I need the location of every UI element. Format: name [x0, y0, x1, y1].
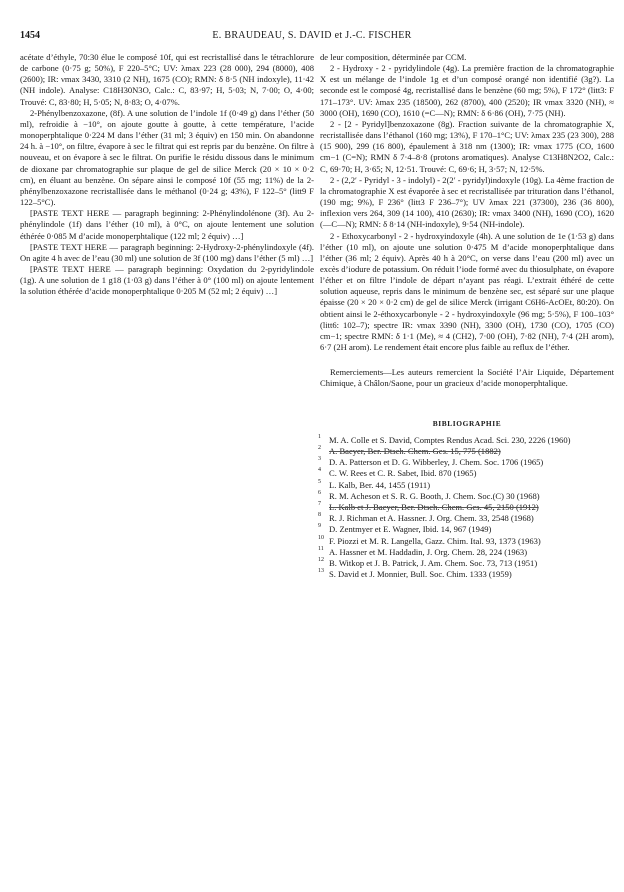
reference-item [320, 468, 614, 479]
reference-number: 4 [318, 467, 321, 474]
reference-text: L. Kalb, Ber. 44, 1455 (1911) [329, 479, 431, 490]
acknowledgement: Remerciements—Les auteurs remercient la Société l’Air Liquide, Département Chimique, à Châlon/Saone, pour un gracieux d’acide monoperphtalique. [320, 367, 614, 389]
reference-text: D. A. Patterson et D. G. Wibberley, J. Chem. Soc. 1706 (1965) [329, 457, 544, 468]
reference-number: 1 [318, 433, 321, 440]
reference-item [320, 446, 614, 457]
reference-text: B. Witkop et J. B. Patrick, J. Am. Chem. Soc. 73, 713 (1951) [329, 557, 538, 568]
bibliography-heading: BIBLIOGRAPHIE [432, 418, 502, 428]
reference-text: L. Kalb et J. Baeyer, Ber. Dtsch. Chem. Ges. 45, 2150 (1912) [329, 501, 539, 512]
reference-number: 10 [318, 534, 324, 541]
paragraph: 2-Phénylbenzoxazone, (8f). A une solution de l’indole 1f (0·49 g) dans l’éther (50 ml), refroidie à −10°, on ajoute goutte à goutte, à cette température, l’acide monoperphtalique 0·224 M dans l’éther (31 ml; 3 équiv) en 150 min. On abandonne 24 h. à −10°, on filtre, évapore à sec le filtrat qui est repris par du benzène. On filtre à nouveau, et on évapore à sec le filtrat. On purifie le résidu dissous dans le minimum de dioxane par chromatographie sur plaque de gel de silice Merck (20 × 10 × 0·2 cm), en éluant au benzène. On sépare ainsi le composé 10f (55 mg; 11%) de la 2-phénylbenzoxazone recristallisée dans le méthanol (0·24 g; 43%), F 122–5° (litt9 F 122–5°C). [20, 107, 314, 208]
paragraph: 2 - Ethoxycarbonyl - 2 - hydroxyindoxyle (4h). A une solution de 1e (1·53 g) dans l’éther (10 ml), on ajoute une solution 0·475 M d’acide monoperphtalique dans l’éther (36 ml; 2 équiv). Après 40 h à 20°C, on verse dans l’eau (200 ml) avec un excès d’iodure de potassium. On réduit l’iode formé avec du thiosulphate, on évapore l’éther et on filtre l’indole de départ n’ayant pas réagi. L’extrait éthéré de cette solution aqueuse, repris dans le minimum de benzène sec, est séparé sur une plaque épaisse (20 × 20 × 0·2 cm) de gel de silice Merck (irrigant C6H6-AcOEt, 80:20). On obtient ainsi le 2-éthoxycarbonyle - 2 - hydroxyindoxyle (96 mg; 5·5%), F 100–103° (litt6: 102–7); spectre IR: νmax 3390 (NH), 3300 (OH), 1730 (CO), 1705 (CO) cm−1; spectre RMN: δ 1·1 (Me), ≈ 4 (CH2), 7·00 (OH), 7·82 (NH), 7·4 (2H arom), 6·7 (2H arom). Le rendement était encore plus faible au reflux de l’éther. [320, 230, 614, 353]
reference-number: 7 [318, 500, 321, 507]
reference-text: F. Piozzi et M. R. Langella, Gazz. Chim. Ital. 93, 1373 (1963) [329, 535, 541, 546]
reference-text: R. J. Richman et A. Hassner. J. Org. Chem. 33, 2548 (1968) [329, 513, 534, 524]
reference-number: 8 [318, 512, 321, 519]
reference-number: 3 [318, 456, 321, 463]
reference-text: C. W. Rees et C. R. Sabet, Ibid. 870 (1965) [329, 468, 477, 479]
reference-text: S. David et J. Monnier, Bull. Soc. Chim. 1333 (1959) [329, 569, 512, 580]
paragraph: 2 - [2 - Pyridyl]benzoxazone (8g). Fraction suivante de la chromatographie X, recristallisée dans l’éthanol (160 mg; 13%), F 170–1°C; UV: λmax 235 (23 300), 288 (15 900), 299 (16 800), épaulement à 318 nm (1300); IR: νmax 1775 (CO, 1600 cm−1 (C=N); RMN δ 7·4–8·8 (protons aromatiques). Analyse C13H8N2O2, Calc.: C, 69·70; H, 3·65; N, 12·51. Trouvé: C, 69·6; H, 3·57; N, 12·5%. [320, 118, 614, 174]
reference-number: 2 [318, 444, 321, 451]
right-column [320, 52, 614, 882]
reference-item [320, 569, 614, 580]
reference-item [320, 524, 614, 535]
reference-text: D. Zentmyer et E. Wagner, Ibid. 14, 967 (1949) [329, 524, 492, 535]
running-header [20, 30, 604, 44]
reference-item [320, 491, 614, 502]
paragraph: acétate d’éthyle, 70:30 élue le composé 10f, qui est recristallisé dans le tétrachlorure de carbone (0·75 g; 50%), F 220–5°C; UV: λmax 223 (28 000), 294 (8000), 408 (2600); IR: νmax 3430, 3310 (2 NH), 1675 (CO); RMN: δ 8·5 (NH indoxyle), 11·42 (NH indole). Analyse: C18H30N3O, Calc.: C, 83·97; H, 5·03; N, 7·00; O, 4·00; Trouvé: C, 83·80; H, 5·05; N, 8·83; O, 4·07%. [20, 52, 314, 107]
paragraph: 2 - (2,2′ - Pyridyl - 3 - indolyl) - 2(2′ - pyridyl)indoxyle (10g). La 4ème fraction de la chromatographie X est évaporée à sec et recristallisée par trituration dans l’éthanol, (190 mg; 9%), F 236° (litt3 F 236–7°); UV λmax 221 (37300), 236 (36 800), inflexion vers 264, 309 (14 100), 410 (2630); IR: νmax 3400 (NH), 1690 (CO), 1620 (—C—N); RMN: δ 8·14 (NH-indoxyle), 9·54 (NH-indole). [320, 174, 614, 230]
reference-number: 12 [318, 556, 324, 563]
page-number: 1454 [20, 30, 40, 41]
reference-item [320, 513, 614, 524]
paragraph: 2 - Hydroxy - 2 - pyridylindole (4g). La première fraction de la chromatographie X est un mélange de l’indole 1g et d’un composé orangé non identifié (3g?). La seconde est le composé 4g, recristallisé dans le benzène (60 mg; 5%), F 172° (litt3: F 171–173°. UV: λmax 235 (18500), 262 (8700), 400 (2520); IR νmax 3320 (NH), ≈ 3000 (OH), 1690 (CO), 1610 (=C—N); RMN: δ 6·86 (OH), 7·75 (NH). [320, 63, 614, 118]
reference-list [320, 435, 614, 581]
reference-text: M. A. Colle et S. David, Comptes Rendus Acad. Sci. 230, 2226 (1960) [329, 434, 571, 445]
reference-number: 11 [318, 545, 324, 552]
reference-number: 6 [318, 489, 321, 496]
paragraph: [PASTE TEXT HERE — paragraph beginning: Oxydation du 2-pyridylindole (1g). A une solution de 1 g18 (1·03 g) dans l’éther à 0° (100 ml) on ajoute lentement la solution éthérée d’acide monoperphtalique 0·205 M (52 ml; 2 équiv) …] [20, 263, 314, 297]
running-head-authors: E. BRAUDEAU, S. DAVID et J.-C. FISCHER [212, 30, 412, 41]
reference-item [320, 457, 614, 468]
left-column [20, 52, 314, 882]
reference-item [320, 480, 614, 491]
paragraph: de leur composition, déterminée par CCM. [320, 52, 467, 62]
paragraph: [PASTE TEXT HERE — paragraph beginning: 2-Hydroxy-2-phénylindoxyle (4f). On agite 4 h avec de l’eau (30 ml) une solution de 3f (100 mg) dans l’éther (5 ml) …] [20, 241, 314, 263]
reference-item [320, 536, 614, 547]
reference-number: 9 [318, 523, 321, 530]
reference-text: A. Hassner et M. Haddadin, J. Org. Chem. 28, 224 (1963) [329, 546, 528, 557]
reference-item [320, 558, 614, 569]
reference-item [320, 547, 614, 558]
reference-item [320, 502, 614, 513]
reference-item [320, 435, 614, 446]
reference-number: 13 [318, 568, 324, 575]
reference-text: R. M. Acheson et S. R. G. Booth, J. Chem. Soc.(C) 30 (1968) [329, 490, 540, 501]
paragraph: [PASTE TEXT HERE — paragraph beginning: 2-Phénylindolénone (3f). Au 2-phénylindole (1f) dans l’éther (10 ml), à 0°C, on ajoute lentement une solution éthérée 0·085 M d’acide monoperphtalique (122 ml; 2 équiv) …] [20, 208, 314, 241]
reference-text: A. Baeyer, Ber. Dtsch. Chem. Ges. 15, 775 (1882) [329, 445, 501, 456]
reference-number: 5 [318, 478, 321, 485]
